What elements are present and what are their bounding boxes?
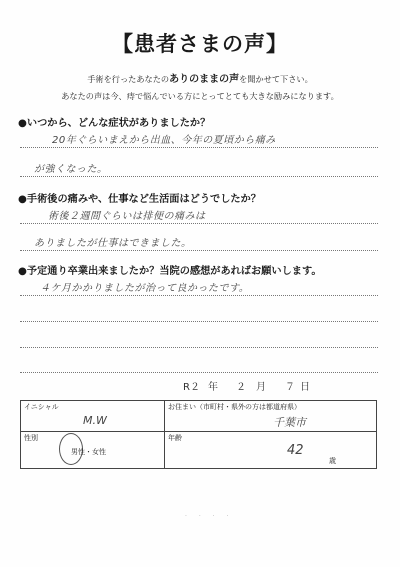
age-cell bbox=[165, 432, 377, 469]
age-unit: 歳 bbox=[329, 457, 336, 465]
intro-line-2: あなたの声は今、痔で悩んでいる方にとってとても大きな励みになります。 bbox=[61, 91, 339, 101]
date-era-year: R２ bbox=[183, 382, 200, 393]
date-month: ２ bbox=[236, 382, 246, 393]
gender-male-option: 男性 bbox=[71, 448, 85, 456]
initial-cell bbox=[21, 401, 165, 432]
gender-label: 性別 bbox=[24, 434, 38, 442]
answer-1-line-1: 20年ぐらいまえから出血、今年の夏頃から痛み bbox=[52, 135, 276, 146]
address-value: 千葉市 bbox=[273, 416, 306, 429]
answer-1-rule-2 bbox=[20, 176, 378, 177]
date-month-label: 月 bbox=[256, 382, 266, 393]
intro-line-1 bbox=[0, 70, 400, 85]
address-label: お住まい（市町村・県外の方は都道府県） bbox=[168, 403, 301, 411]
answer-1-line-2: が強くなった。 bbox=[34, 164, 108, 175]
page-title: 【患者さまの声】 bbox=[112, 32, 288, 56]
scan-marks: · · · · bbox=[185, 513, 234, 520]
gender-female-option: 女性 bbox=[92, 448, 106, 456]
answer-3-rule-1 bbox=[20, 295, 378, 296]
answer-2-rule-2 bbox=[20, 250, 378, 251]
age-value: 42 bbox=[287, 443, 304, 458]
answer-2-rule-1 bbox=[20, 223, 378, 224]
answer-2-line-2: ありましたが仕事はできました。 bbox=[34, 238, 192, 249]
gender-separator: ・ bbox=[85, 448, 92, 456]
answer-3-rule-3 bbox=[20, 347, 378, 348]
answer-3-line-1: ４ケ月かかりましたが治って良かったです。 bbox=[40, 283, 250, 294]
respondent-info-table bbox=[20, 400, 377, 469]
age-label: 年齢 bbox=[168, 434, 182, 442]
answer-1-rule-1 bbox=[20, 147, 378, 148]
date-year-label: 年 bbox=[208, 382, 218, 393]
initial-value: M.W bbox=[83, 414, 107, 427]
question-2-label: ●手術後の痛みや、仕事など生活面はどうでしたか？ bbox=[18, 194, 261, 205]
answer-3-rule-4 bbox=[20, 372, 378, 373]
date-day: ７ bbox=[285, 382, 295, 393]
gender-options bbox=[71, 447, 106, 457]
intro-line-1-post: を聞かせて下さい。 bbox=[239, 74, 313, 84]
date-day-label: 日 bbox=[300, 382, 310, 393]
answer-3-rule-2 bbox=[20, 321, 378, 322]
initial-label: イニシャル bbox=[24, 403, 59, 411]
answer-2-line-1: 術後２週間ぐらいは排便の痛みは bbox=[48, 211, 206, 222]
question-3-label: ●予定通り卒業出来ましたか？当院の感想があればお願いします。 bbox=[18, 266, 322, 277]
gender-cell bbox=[21, 432, 165, 469]
intro-line-1-em: ありのままの声 bbox=[169, 74, 240, 85]
question-1-label: ●いつから、どんな症状がありましたか？ bbox=[18, 118, 211, 129]
intro-line-1-pre: 手術を行ったあなたの bbox=[87, 74, 170, 84]
address-cell bbox=[165, 401, 377, 432]
